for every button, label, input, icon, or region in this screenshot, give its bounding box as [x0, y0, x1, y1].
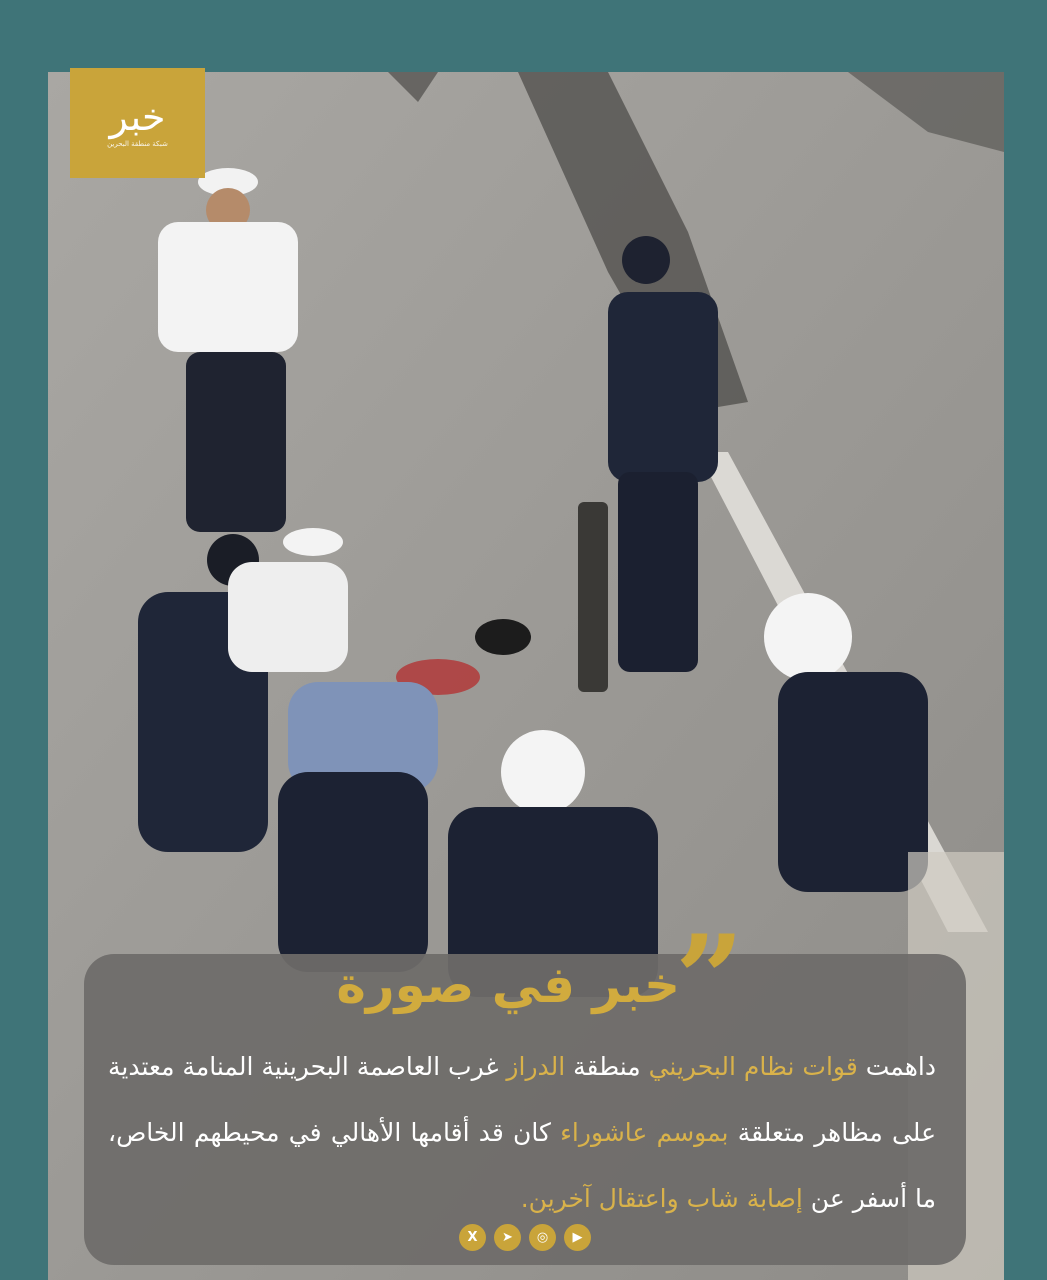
x-icon[interactable]: X — [459, 1224, 486, 1251]
highlight-location: الدراز — [506, 1052, 566, 1081]
body-part-2: منطقة — [565, 1052, 649, 1081]
logo-tagline: شبكة منطقة البحرين — [107, 140, 168, 148]
body-part-4: كان قد أقامها الأهالي في محيطهم الخاص، ما أسفر عن — [108, 1118, 936, 1213]
highlight-forces: قوات نظام البحريني — [648, 1052, 858, 1081]
body-part-1: داهمت — [857, 1052, 936, 1081]
card-body-text — [108, 1034, 936, 1232]
body-part-3: غرب العاصمة البحرينية المنامة معتدية على مظاهر متعلقة — [108, 1052, 937, 1147]
quote-mark-icon: ” — [674, 909, 744, 1050]
web-icon[interactable]: ◎ — [529, 1224, 556, 1251]
social-links — [84, 1224, 966, 1251]
brand-logo — [70, 68, 205, 178]
card-headline: خبر في صورة — [336, 956, 680, 1014]
logo-mark: خبر — [109, 95, 166, 139]
highlight-season: بموسم عاشوراء — [560, 1118, 729, 1147]
highlight-outcome: إصابة شاب واعتقال آخرين. — [520, 1184, 803, 1213]
news-caption-card — [84, 909, 966, 1265]
telegram-icon[interactable]: ➤ — [494, 1224, 521, 1251]
youtube-icon[interactable]: ▶ — [564, 1224, 591, 1251]
